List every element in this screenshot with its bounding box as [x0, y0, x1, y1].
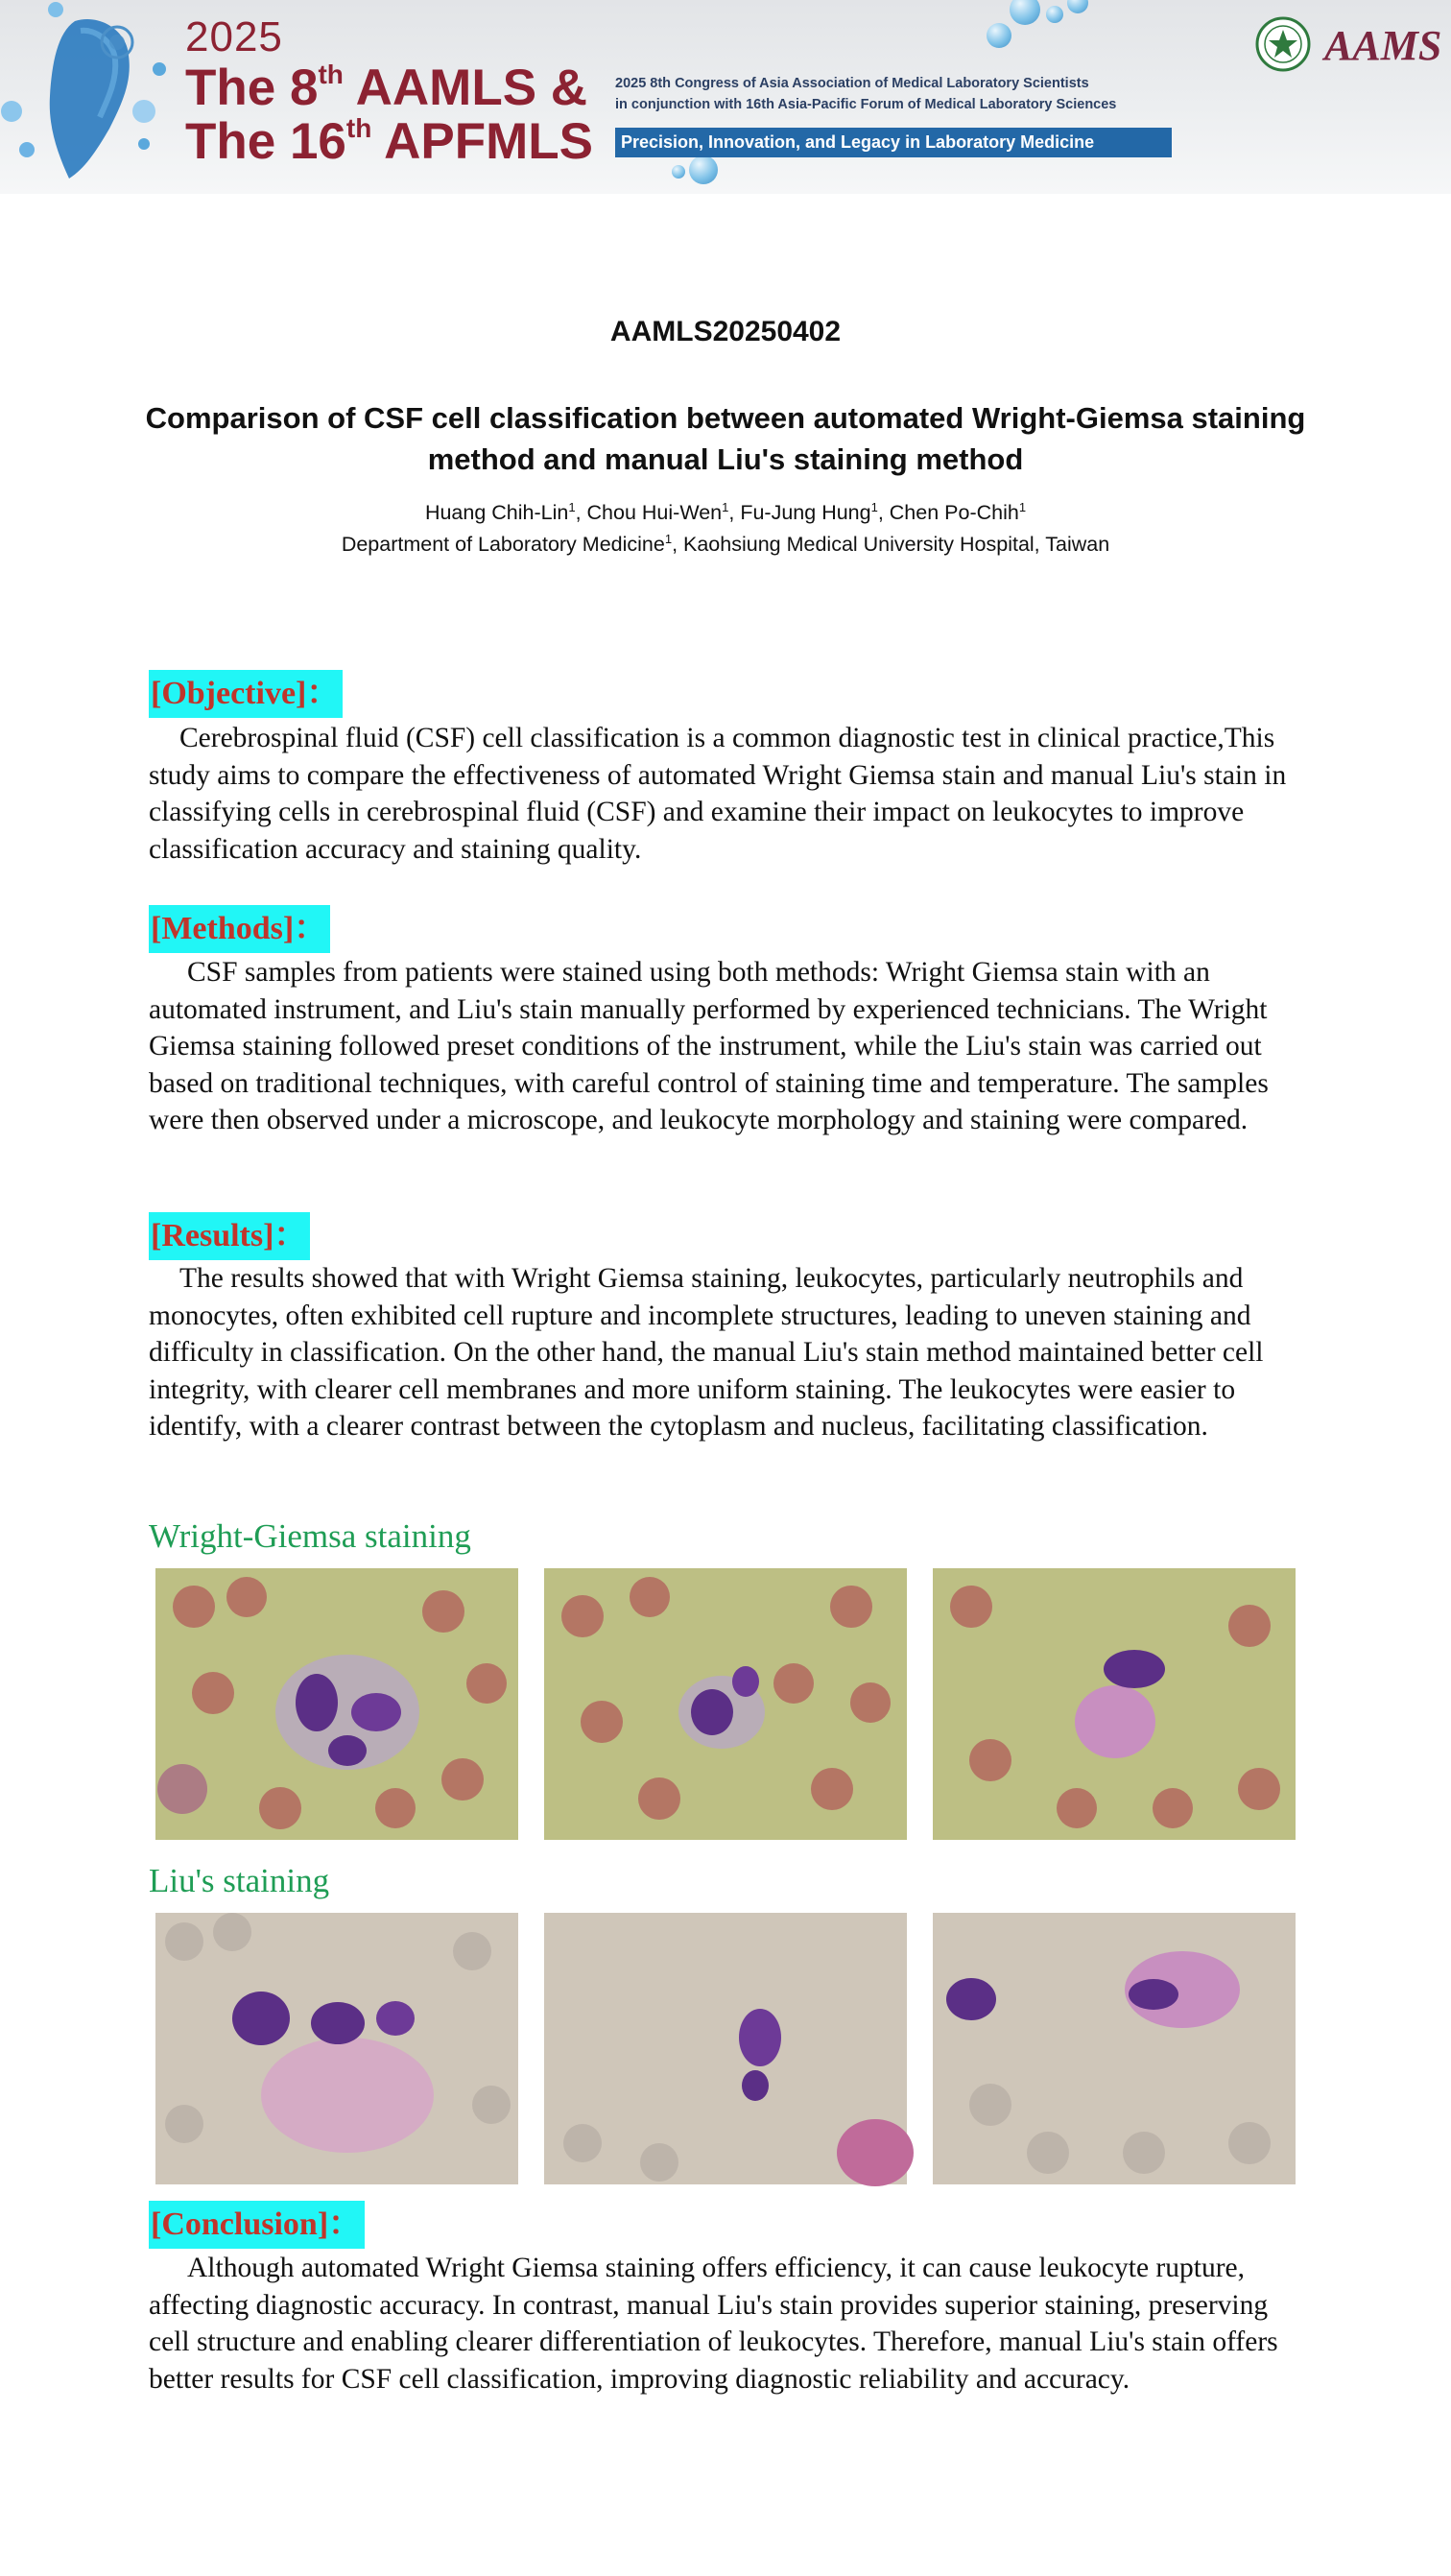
banner-subtitle-1: 2025 8th Congress of Asia Association of Medical Laboratory Scientists	[615, 76, 1089, 91]
svg-text:AAMS: AAMS	[1324, 22, 1442, 69]
liu-staining-label: Liu's staining	[149, 1862, 330, 1899]
bubble-graphic	[689, 155, 718, 184]
society-seal-logo	[1255, 16, 1311, 72]
conclusion-heading: [Conclusion]：	[149, 2201, 365, 2249]
results-heading: [Results]：	[149, 1212, 310, 1260]
bubble-graphic	[987, 23, 1011, 48]
objective-heading: [Objective]：	[149, 670, 343, 718]
bubble-graphic	[1067, 0, 1088, 13]
wright-giemsa-label: Wright-Giemsa staining	[149, 1517, 471, 1555]
author-name: Chen Po-Chih	[889, 501, 1019, 524]
bubble-graphic	[672, 165, 685, 179]
conclusion-body: Although automated Wright Giemsa staining offers efficiency, it can cause leukocyte rupture, affecting diagnostic accuracy. In contrast, manual Liu's stain provides superior staining, preserving cell structure and enabling clearer differentiation of leukocytes. Therefore, manual Liu's stain offers better results for CSF cell classification, improving diagnostic reliability and accuracy.	[149, 2253, 1278, 2395]
liu-micrograph-3	[933, 1913, 1296, 2184]
wright-giemsa-micrograph-2	[544, 1568, 907, 1840]
banner-subtitle-2: in conjunction with 16th Asia-Pacific Forum of Medical Laboratory Sciences	[615, 97, 1117, 112]
poster-title: Comparison of CSF cell classification between automated Wright-Giemsa staining method and manual Liu's staining method	[145, 401, 1306, 476]
banner-title-line-1: The 8th AAMLS &	[185, 60, 588, 116]
bubble-graphic	[1046, 6, 1063, 23]
results-body: The results showed that with Wright Giemsa staining, leukocytes, particularly neutrophils and monocytes, often exhibited cell rupture and incomplete structures, leading to uneven staining and difficulty in classification. On the other hand, the manual Liu's stain method maintained better cell integrity, with clearer cell membranes and more uniform staining. The leukocytes were easier to identify, with a clearer contrast between the cytoplasm and nucleus, facilitating classification.	[149, 1263, 1264, 1443]
author-name: Huang Chih-Lin	[424, 501, 569, 524]
liu-micrograph-2	[544, 1913, 907, 2184]
aams-logo	[1320, 17, 1442, 71]
bubble-graphic	[1010, 0, 1040, 25]
wright-giemsa-micrograph-1	[155, 1568, 518, 1840]
conference-banner	[0, 0, 1451, 194]
poster-id: AAMLS20250402	[609, 316, 842, 347]
banner-title-line-2: The 16th APFMLS	[185, 113, 593, 170]
banner-tagline: Precision, Innovation, and Legacy in Laboratory Medicine	[615, 128, 1172, 157]
liu-micrograph-1	[155, 1913, 518, 2184]
objective-body: Cerebrospinal fluid (CSF) cell classification is a common diagnostic test in clinical practice,This study aims to compare the effectiveness of automated Wright Giemsa stain and manual Liu's stain in classifying cells in cerebrospinal fluid (CSF) and examine their impact on leukocytes to improve classification accuracy and staining quality.	[149, 723, 1287, 865]
methods-body: CSF samples from patients were stained using both methods: Wright Giemsa stain with an automated instrument, and Liu's stain manually performed by experienced technicians. The Wright Giemsa staining followed preset conditions of the instrument, while the Liu's stain was carried out based on traditional techniques, with careful control of staining time and temperature. The samples were then observed under a microscope, and leukocyte morphology and staining were compared.	[149, 957, 1269, 1136]
wright-giemsa-micrograph-3	[933, 1568, 1296, 1840]
affiliation: Department of Laboratory Medicine$^1$, Kaohsiung Medical University Hospital, Taiwan	[341, 532, 1110, 556]
author-list: Huang Chih-Lin$^1$, Chou Hui-Wen$^1$, Fu-Jung Hung$^1$, Chen Po-Chih$^1$	[424, 500, 1027, 524]
author-name: Fu-Jung Hung	[740, 501, 871, 524]
taiwan-map-graphic	[0, 0, 192, 192]
banner-year: 2025	[185, 13, 283, 60]
methods-heading: [Methods]：	[149, 905, 330, 953]
author-name: Chou Hui-Wen	[586, 501, 723, 524]
